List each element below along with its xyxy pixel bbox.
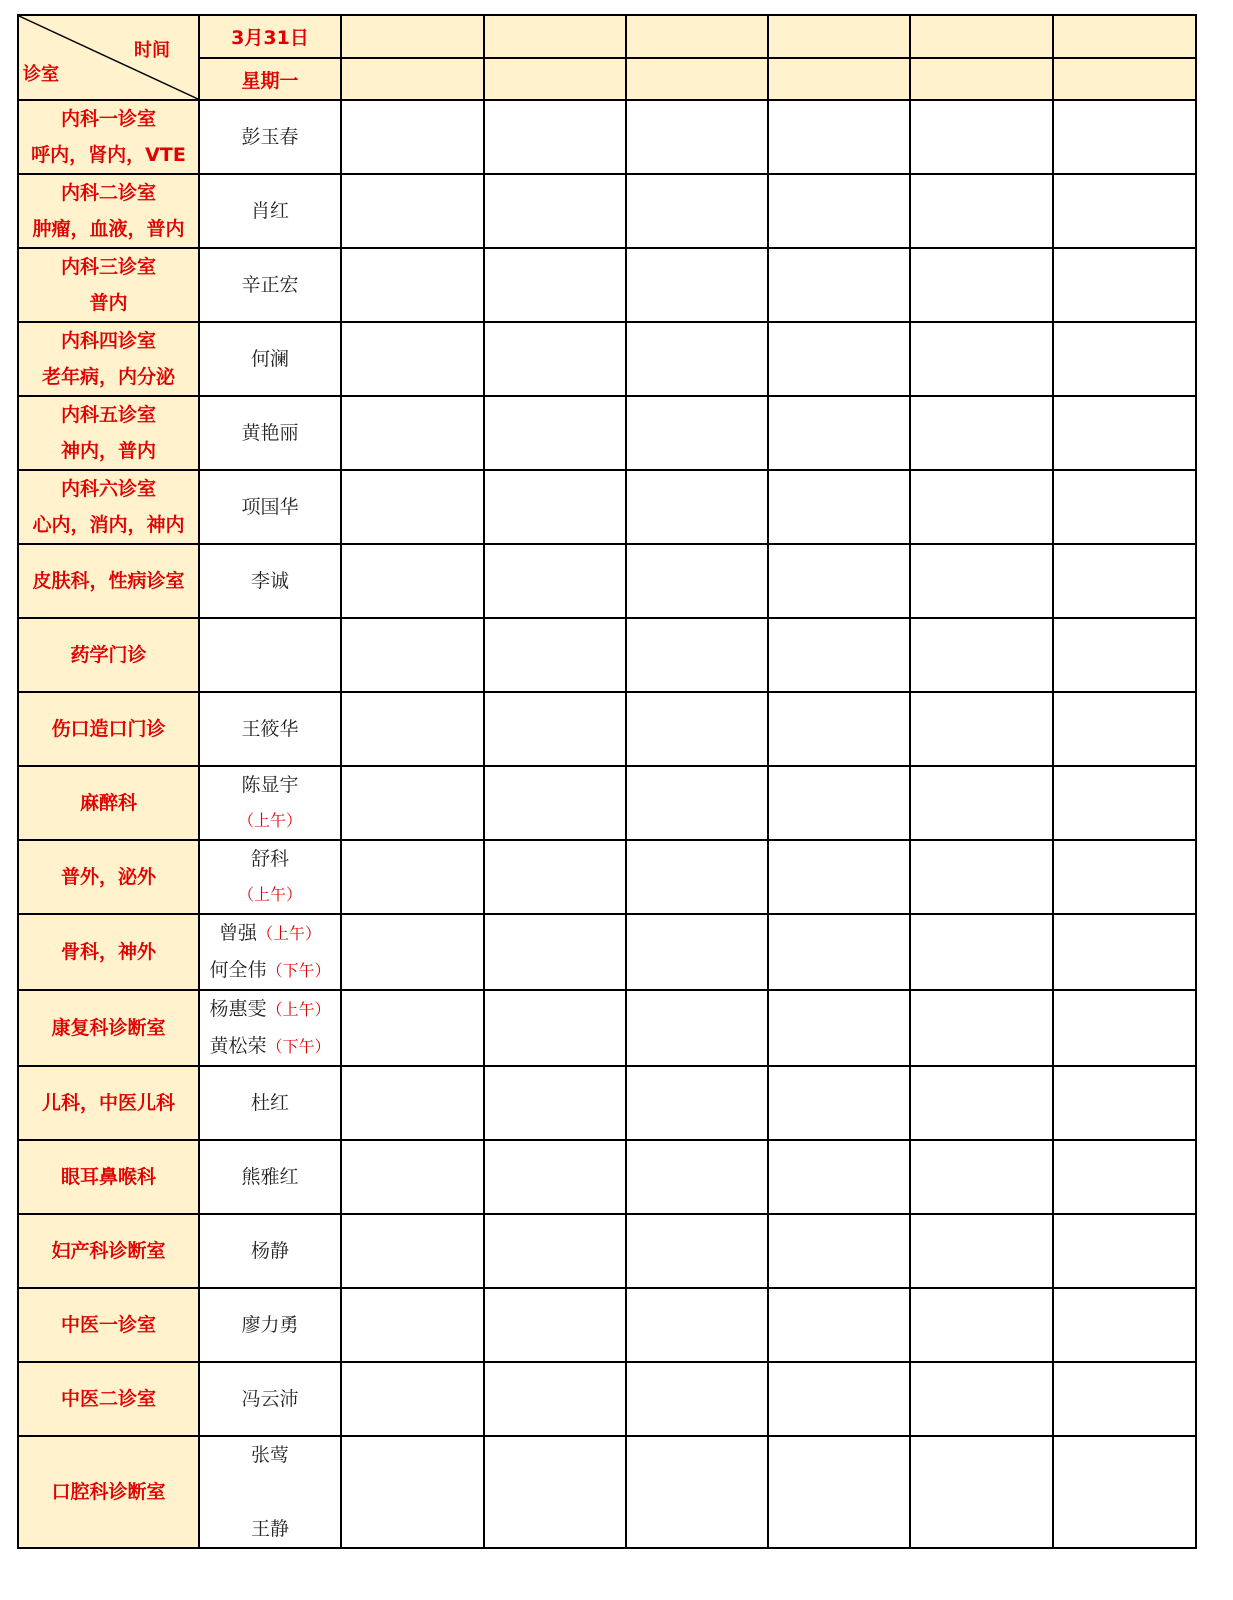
room-name-line: 中医二诊室: [60, 1388, 156, 1410]
schedule-row: [18, 914, 1196, 990]
room-name-line: 内科五诊室: [60, 404, 156, 426]
empty-cell: [910, 1140, 1053, 1214]
doctor-cell: [199, 990, 341, 1066]
date-header-empty: [1053, 15, 1196, 58]
date-header-empty: [910, 15, 1053, 58]
schedule-row: [18, 396, 1196, 470]
empty-cell: [768, 396, 910, 470]
empty-cell: [484, 1436, 626, 1548]
doctor-cell: [199, 840, 341, 914]
doctor-cell: [199, 1288, 341, 1362]
empty-cell: [341, 396, 484, 470]
doctor-am-line: [200, 915, 340, 952]
doctor-am-line: [200, 991, 340, 1028]
empty-cell: [768, 1066, 910, 1140]
doctor-cell: [199, 618, 341, 692]
empty-cell: [626, 174, 768, 248]
room-cell: [18, 544, 199, 618]
room-name-line: 普外，泌外: [60, 866, 156, 888]
schedule-row: [18, 1214, 1196, 1288]
room-name-line: 口腔科诊断室: [51, 1481, 166, 1503]
empty-cell: [341, 100, 484, 174]
empty-cell: [341, 990, 484, 1066]
doctor-cell: [199, 1140, 341, 1214]
schedule-row: [18, 544, 1196, 618]
empty-cell: [910, 248, 1053, 322]
doctor-cell: [199, 174, 341, 248]
empty-cell: [626, 322, 768, 396]
weekday-header-empty: [341, 58, 484, 100]
empty-cell: [341, 1362, 484, 1436]
date-header: 3月31日: [199, 15, 341, 58]
empty-cell: [341, 618, 484, 692]
schedule-row: [18, 100, 1196, 174]
doctor-cell: [199, 100, 341, 174]
room-name-line: 中医一诊室: [60, 1314, 156, 1336]
room-cell: [18, 766, 199, 840]
empty-cell: [1053, 914, 1196, 990]
empty-cell: [1053, 1436, 1196, 1548]
doctor-name: 冯云沛: [241, 1388, 299, 1410]
schedule-row: [18, 1140, 1196, 1214]
room-name-line: 内科四诊室: [60, 330, 156, 352]
empty-cell: [768, 1436, 910, 1548]
session-note-pm: （下午）: [266, 1037, 331, 1056]
empty-cell: [484, 174, 626, 248]
empty-cell: [484, 1066, 626, 1140]
empty-cell: [484, 1362, 626, 1436]
schedule-row: [18, 766, 1196, 840]
room-cell: [18, 1066, 199, 1140]
room-name-line: 内科一诊室: [60, 108, 156, 130]
empty-cell: [626, 692, 768, 766]
date-header-empty: [484, 15, 626, 58]
room-name-line: 内科二诊室: [60, 182, 156, 204]
room-cell: [18, 1140, 199, 1214]
weekday-header-empty: [484, 58, 626, 100]
doctor-cell: [199, 766, 341, 840]
empty-cell: [1053, 766, 1196, 840]
empty-cell: [910, 1362, 1053, 1436]
weekday-header-empty: [626, 58, 768, 100]
schedule-row: [18, 692, 1196, 766]
room-cell: [18, 1288, 199, 1362]
doctor-name: 熊雅红: [241, 1166, 299, 1188]
empty-cell: [1053, 1066, 1196, 1140]
room-name-line: 眼耳鼻喉科: [60, 1166, 156, 1188]
date-header-empty: [341, 15, 484, 58]
empty-cell: [626, 990, 768, 1066]
empty-cell: [341, 692, 484, 766]
schedule-row: [18, 618, 1196, 692]
clinic-schedule-table: [17, 14, 1197, 1549]
doctor-cell: [199, 470, 341, 544]
schedule-row: [18, 248, 1196, 322]
empty-cell: [341, 1140, 484, 1214]
empty-cell: [768, 544, 910, 618]
empty-cell: [1053, 1214, 1196, 1288]
empty-cell: [341, 1436, 484, 1548]
empty-cell: [768, 322, 910, 396]
doctor-name-pm: 何全伟: [209, 959, 267, 981]
doctor-name: 廖力勇: [241, 1314, 299, 1336]
empty-cell: [626, 396, 768, 470]
empty-cell: [910, 1066, 1053, 1140]
empty-cell: [484, 914, 626, 990]
doctor-name: 舒科: [250, 848, 289, 870]
empty-cell: [1053, 990, 1196, 1066]
session-note-am: （上午）: [257, 924, 322, 943]
doctor-name: 王静: [250, 1518, 289, 1540]
room-cell: [18, 396, 199, 470]
room-cell: [18, 618, 199, 692]
empty-cell: [910, 100, 1053, 174]
doctor-cell: [199, 1066, 341, 1140]
empty-cell: [1053, 1140, 1196, 1214]
empty-cell: [484, 766, 626, 840]
empty-cell: [484, 322, 626, 396]
empty-cell: [768, 470, 910, 544]
empty-cell: [768, 990, 910, 1066]
empty-cell: [341, 470, 484, 544]
room-name-line: 普内: [89, 292, 128, 314]
room-cell: [18, 914, 199, 990]
empty-cell: [484, 990, 626, 1066]
empty-cell: [1053, 840, 1196, 914]
empty-cell: [341, 914, 484, 990]
empty-cell: [341, 544, 484, 618]
doctor-pm-line: [200, 1028, 340, 1065]
empty-cell: [1053, 1362, 1196, 1436]
doctor-name: 王筱华: [241, 718, 299, 740]
empty-cell: [1053, 692, 1196, 766]
empty-cell: [768, 692, 910, 766]
schedule-row: [18, 1066, 1196, 1140]
schedule-row: [18, 470, 1196, 544]
empty-cell: [341, 840, 484, 914]
doctor-name: 张莺: [250, 1444, 289, 1466]
doctor-cell: [199, 914, 341, 990]
empty-cell: [341, 766, 484, 840]
session-note-am: （上午）: [266, 1000, 331, 1019]
room-cell: [18, 692, 199, 766]
empty-cell: [910, 1288, 1053, 1362]
corner-header: [18, 15, 199, 100]
empty-cell: [768, 1288, 910, 1362]
schedule-row: [18, 990, 1196, 1066]
empty-cell: [341, 1214, 484, 1288]
room-name-line: 麻醉科: [79, 792, 137, 814]
empty-cell: [626, 914, 768, 990]
room-cell: [18, 322, 199, 396]
doctor-cell: [199, 692, 341, 766]
empty-cell: [341, 1066, 484, 1140]
doctor-name: 杜红: [250, 1092, 289, 1114]
spacer: [200, 1473, 340, 1511]
empty-cell: [768, 766, 910, 840]
session-note: （上午）: [237, 885, 302, 904]
empty-cell: [910, 1214, 1053, 1288]
empty-cell: [1053, 100, 1196, 174]
schedule-row: [18, 1288, 1196, 1362]
empty-cell: [768, 1362, 910, 1436]
empty-cell: [768, 174, 910, 248]
header-row-date: [18, 15, 1196, 58]
weekday-header: 星期一: [199, 58, 341, 100]
empty-cell: [341, 322, 484, 396]
empty-cell: [1053, 1288, 1196, 1362]
room-cell: [18, 1214, 199, 1288]
empty-cell: [910, 544, 1053, 618]
empty-cell: [484, 1140, 626, 1214]
doctor-name: 杨静: [250, 1240, 289, 1262]
doctor-name: 何澜: [250, 348, 289, 370]
empty-cell: [484, 470, 626, 544]
doctor-cell: [199, 1362, 341, 1436]
room-cell: [18, 174, 199, 248]
empty-cell: [626, 766, 768, 840]
room-name-line: 伤口造口门诊: [51, 718, 166, 740]
empty-cell: [910, 914, 1053, 990]
room-name-line: 康复科诊断室: [51, 1017, 166, 1039]
schedule-row: [18, 1436, 1196, 1548]
empty-cell: [910, 692, 1053, 766]
empty-cell: [910, 766, 1053, 840]
empty-cell: [910, 396, 1053, 470]
doctor-cell: [199, 544, 341, 618]
doctor-pm-line: [200, 952, 340, 989]
weekday-header-empty: [910, 58, 1053, 100]
empty-cell: [484, 1288, 626, 1362]
empty-cell: [910, 1436, 1053, 1548]
date-header-empty: [768, 15, 910, 58]
empty-cell: [626, 840, 768, 914]
room-name-line: 神内，普内: [60, 440, 156, 462]
empty-cell: [626, 1436, 768, 1548]
empty-cell: [768, 100, 910, 174]
room-cell: [18, 840, 199, 914]
empty-cell: [626, 1214, 768, 1288]
time-label: 时间: [134, 40, 170, 61]
doctor-name-am: 杨惠雯: [209, 998, 267, 1020]
room-name-line: 呼内，肾内，VTE: [31, 144, 186, 166]
empty-cell: [341, 1288, 484, 1362]
empty-cell: [484, 396, 626, 470]
room-cell: [18, 990, 199, 1066]
empty-cell: [1053, 248, 1196, 322]
empty-cell: [626, 1288, 768, 1362]
empty-cell: [484, 1214, 626, 1288]
session-note-pm: （下午）: [266, 961, 331, 980]
empty-cell: [768, 1140, 910, 1214]
empty-cell: [626, 1362, 768, 1436]
doctor-cell: [199, 396, 341, 470]
weekday-header-empty: [768, 58, 910, 100]
empty-cell: [1053, 618, 1196, 692]
empty-cell: [341, 248, 484, 322]
doctor-cell: [199, 1214, 341, 1288]
room-name-line: 内科三诊室: [60, 256, 156, 278]
doctor-name: 陈显宇: [241, 774, 299, 796]
session-note: （上午）: [237, 811, 302, 830]
schedule-row: [18, 322, 1196, 396]
empty-cell: [626, 1066, 768, 1140]
empty-cell: [768, 618, 910, 692]
room-cell: [18, 100, 199, 174]
empty-cell: [910, 174, 1053, 248]
empty-cell: [768, 1214, 910, 1288]
room-cell: [18, 1436, 199, 1548]
room-name-line: 药学门诊: [70, 644, 147, 666]
doctor-name: 肖红: [250, 200, 289, 222]
room-name-line: 肿瘤，血液，普内: [32, 218, 185, 240]
room-name-line: 老年病，内分泌: [41, 366, 175, 388]
empty-cell: [626, 1140, 768, 1214]
date-header-empty: [626, 15, 768, 58]
doctor-name: 李诚: [250, 570, 289, 592]
empty-cell: [484, 100, 626, 174]
empty-cell: [1053, 174, 1196, 248]
room-name-line: 皮肤科，性病诊室: [32, 570, 185, 592]
empty-cell: [1053, 470, 1196, 544]
empty-cell: [910, 618, 1053, 692]
room-name-line: 内科六诊室: [60, 478, 156, 500]
empty-cell: [768, 248, 910, 322]
schedule-row: [18, 174, 1196, 248]
empty-cell: [626, 544, 768, 618]
empty-cell: [1053, 322, 1196, 396]
empty-cell: [484, 544, 626, 618]
doctor-cell: [199, 248, 341, 322]
empty-cell: [626, 248, 768, 322]
empty-cell: [484, 692, 626, 766]
doctor-cell: [199, 1436, 341, 1548]
schedule-row: [18, 840, 1196, 914]
room-cell: [18, 1362, 199, 1436]
schedule-row: [18, 1362, 1196, 1436]
empty-cell: [1053, 544, 1196, 618]
doctor-cell: [199, 322, 341, 396]
doctor-name-pm: 黄松荣: [209, 1035, 267, 1057]
empty-cell: [484, 618, 626, 692]
room-name-line: 妇产科诊断室: [51, 1240, 166, 1262]
empty-cell: [910, 840, 1053, 914]
empty-cell: [768, 840, 910, 914]
empty-cell: [626, 618, 768, 692]
doctor-name: 辛正宏: [241, 274, 299, 296]
room-name-line: 骨科，神外: [60, 941, 156, 963]
doctor-name-am: 曾强: [218, 922, 257, 944]
doctor-name: 黄艳丽: [241, 422, 299, 444]
empty-cell: [484, 840, 626, 914]
room-name-line: 儿科，中医儿科: [41, 1092, 175, 1114]
empty-cell: [1053, 396, 1196, 470]
weekday-header-empty: [1053, 58, 1196, 100]
empty-cell: [626, 100, 768, 174]
empty-cell: [484, 248, 626, 322]
empty-cell: [626, 470, 768, 544]
empty-cell: [768, 914, 910, 990]
room-cell: [18, 470, 199, 544]
empty-cell: [910, 322, 1053, 396]
doctor-name: 彭玉春: [241, 126, 299, 148]
empty-cell: [341, 174, 484, 248]
doctor-name: 项国华: [241, 496, 299, 518]
room-name-line: 心内，消内，神内: [32, 514, 185, 536]
empty-cell: [910, 470, 1053, 544]
empty-cell: [910, 990, 1053, 1066]
room-label: 诊室: [23, 64, 59, 85]
room-cell: [18, 248, 199, 322]
corner-diagonal: [19, 16, 198, 99]
